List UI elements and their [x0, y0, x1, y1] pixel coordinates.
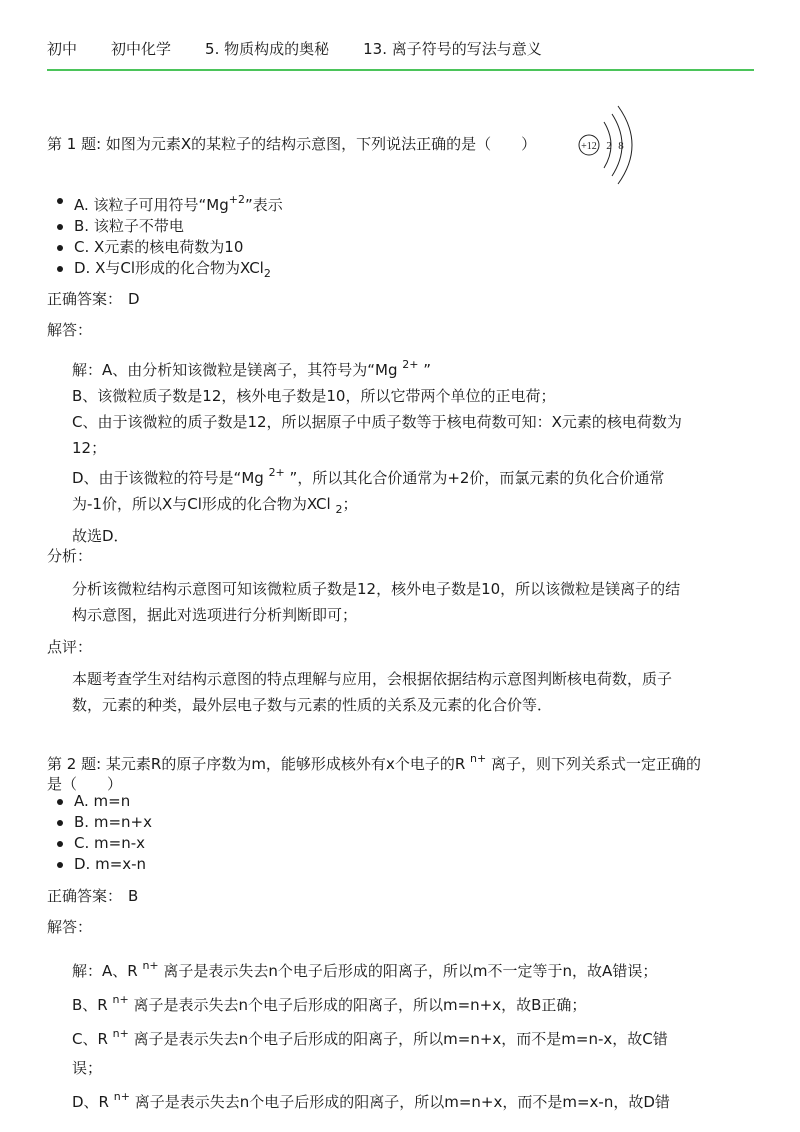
analysis-label: 分析：	[47, 547, 93, 565]
shell-1-electrons: 2	[606, 140, 612, 152]
atom-structure-diagram	[574, 100, 634, 194]
option-d[interactable]: D. m=x-n	[74, 854, 747, 875]
option-b[interactable]: B. m=n+x	[74, 812, 747, 833]
option-a[interactable]: A. 该粒子可用符号“$Mg^{+2}$”表示	[74, 190, 747, 216]
answer-value: B	[128, 887, 139, 905]
question-1-options	[47, 190, 747, 284]
breadcrumb	[47, 38, 754, 59]
option-b[interactable]: B. 该粒子不带电	[74, 216, 747, 237]
comment-label: 点评：	[47, 638, 93, 656]
header-divider	[47, 69, 754, 71]
question-1-stem: 第 1 题: 如图为元素X的某粒子的结构示意图，下列说法正确的是（ ）	[47, 135, 537, 153]
nucleus-charge: +12	[581, 141, 597, 152]
question-1-comment: 本题考查学生对结构示意图的特点理解与应用，会根据依据结构示意图判断核电荷数，质子 数，元素的种类，最外层电子数与元素的性质的关系及元素的化合价等．	[72, 670, 673, 714]
question-2-options	[47, 791, 747, 875]
solution-label: 解答：	[47, 918, 93, 936]
breadcrumb-chapter: 5. 物质构成的奥秘	[205, 40, 330, 58]
solution-label: 解答：	[47, 321, 93, 339]
atom-structure-svg	[574, 100, 634, 190]
question-2-solution: 解：A、R $^{n+}$ 离子是表示失去n个电子后形成的阳离子，所以m不一定等于n，故A错误； B、R $^{n+}$ 离子是表示失去n个电子后形成的阳离子，所以m=n+x，故B正确； C、R $^{n+}$ 离子是表示失去n个电子后形成的阳离子，所以m=n+x，而不是m=n-x，故C错 误； D、R $^{n+}$ 离子是表示失去n个电子后形成的阳离子，所以m=n+x，而不是m=x-n，故D错	[72, 959, 670, 1111]
question-2-stem: 第 2 题: 某元素R的原子序数为m，能够形成核外有x个电子的R $^{n+}$ 离子，则下列关系式一定正确的 是（ ）	[47, 752, 701, 793]
option-a[interactable]: A. m=n	[74, 791, 747, 812]
option-c[interactable]: C. m=n-x	[74, 833, 747, 854]
option-c[interactable]: C. X元素的核电荷数为10	[74, 237, 747, 258]
question-1-solution: 解：A、由分析知该微粒是镁离子，其符号为“Mg $^{2+}$ ” B、该微粒质子数是12，核外电子数是10，所以它带两个单位的正电荷； C、由于该微粒的质子数是12，所以据原子中质子数等于核电荷数可知：X元素的核电荷数为 12； D、由于该微粒的符号是“Mg $^{2+}$ ”，所以其化合价通常为+2价，而氯元素的负化合价通常 为-1价，所以X与Cl形成的化合物为XCl $_2$； 故选D．	[72, 358, 682, 545]
question-1-answer: 正确答案： D	[47, 290, 140, 308]
breadcrumb-subject: 初中化学	[111, 40, 172, 58]
question-1-analysis: 分析该微粒结构示意图可知该微粒质子数是12，核外电子数是10，所以该微粒是镁离子的结 构示意图，据此对选项进行分析判断即可；	[72, 580, 681, 624]
answer-value: D	[128, 290, 140, 308]
question-2-answer: 正确答案： B	[47, 887, 139, 905]
shell-2-electrons: 8	[618, 140, 624, 152]
breadcrumb-level: 初中	[47, 40, 78, 58]
option-d[interactable]: D. X与Cl形成的化合物为XCl$_2$	[74, 258, 747, 284]
breadcrumb-topic: 13. 离子符号的写法与意义	[363, 40, 542, 58]
